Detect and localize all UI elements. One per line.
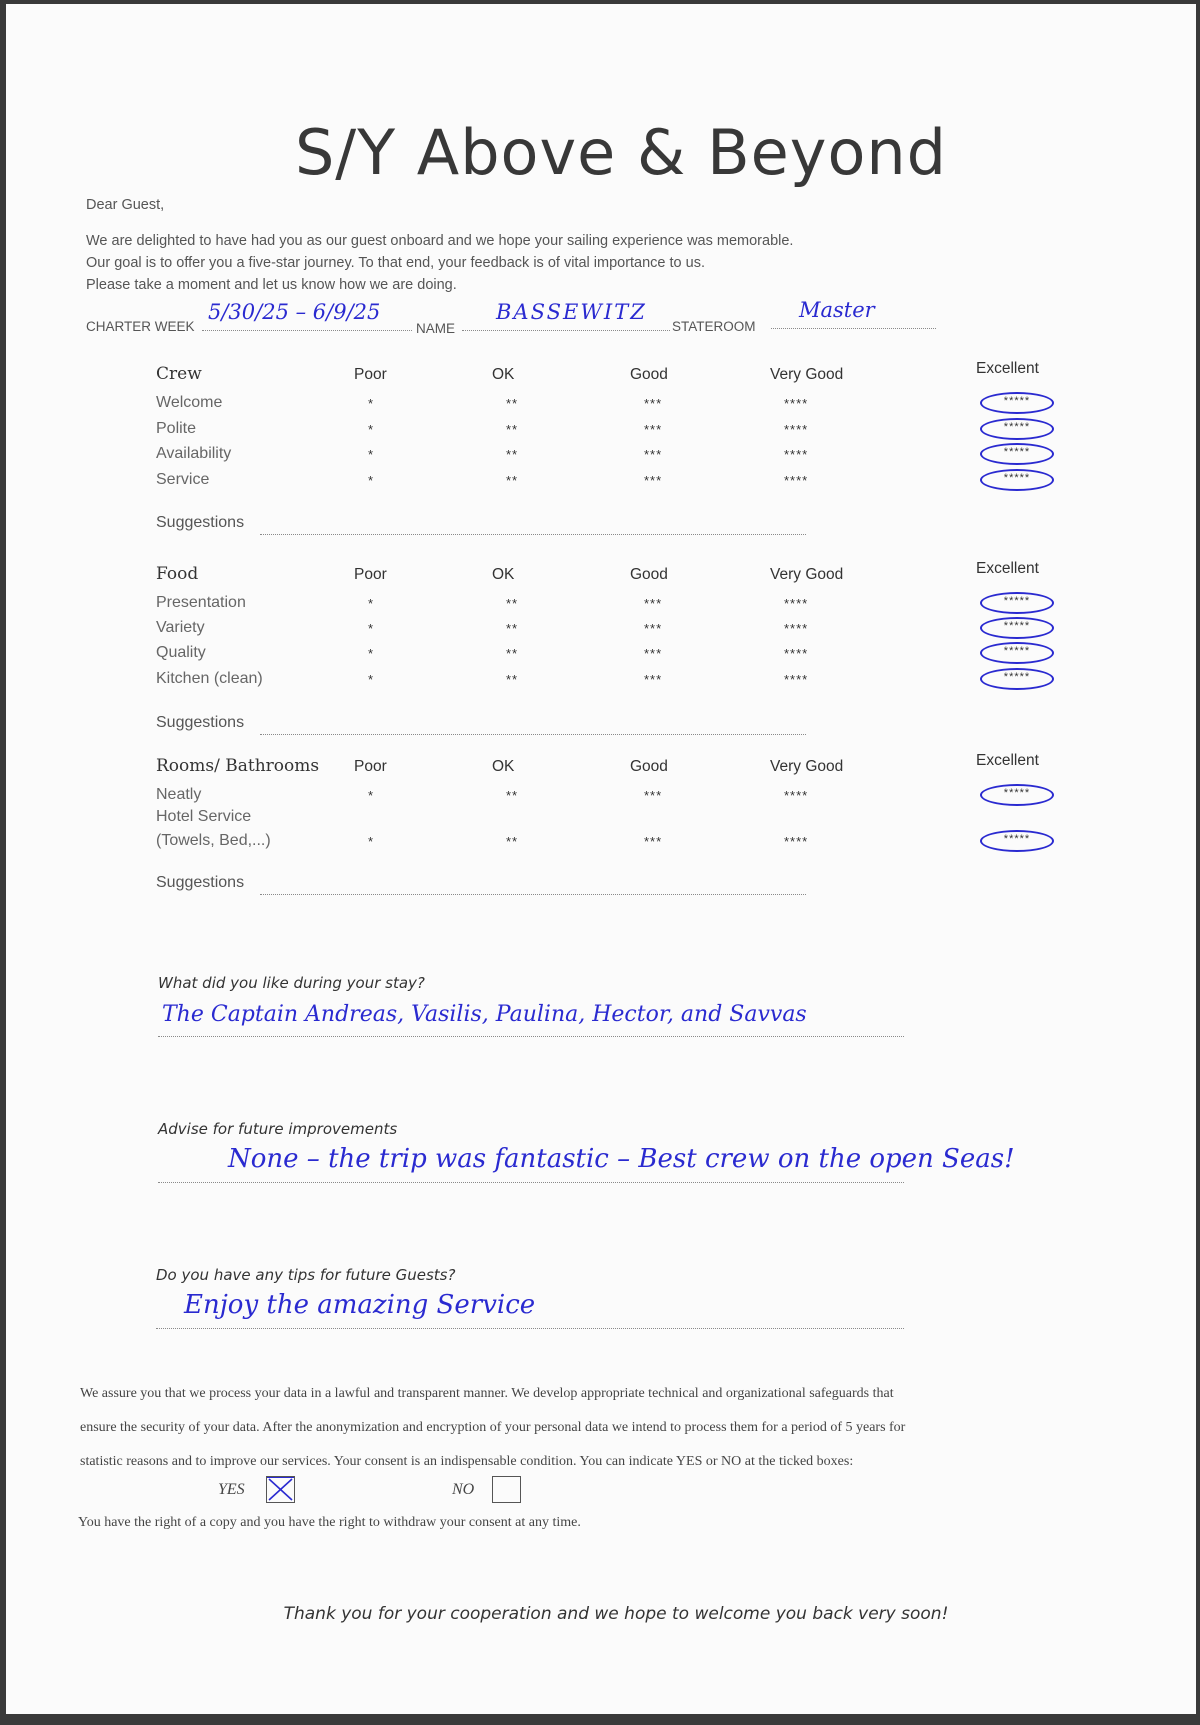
rating-very-good-option[interactable]: **** [784, 596, 809, 611]
no-label: NO [452, 1481, 475, 1498]
rooms-suggestions-label: Suggestions [156, 874, 245, 891]
rating-excellent-option[interactable]: ***** [980, 830, 1054, 852]
food-col-excellent: Excellent [976, 560, 1039, 577]
rating-excellent-option[interactable]: ***** [980, 592, 1054, 614]
question-improvements: Advise for future improvements [158, 1120, 398, 1138]
privacy-line-1: We assure you that we process your data in a lawful and transparent manner. We develop appropriate technical and organizational safeguards that [80, 1386, 894, 1401]
answer-liked-field[interactable] [158, 994, 904, 1037]
rating-very-good-option[interactable]: **** [784, 396, 809, 411]
yes-checkbox[interactable] [266, 1476, 295, 1503]
crew-row-label: Polite [156, 420, 197, 437]
crew-col-good: Good [630, 366, 668, 383]
rating-very-good-option[interactable]: **** [784, 422, 809, 437]
charter-week-label: CHARTER WEEK [86, 319, 195, 334]
question-tips: Do you have any tips for future Guests? [156, 1266, 456, 1284]
rating-good-option[interactable]: *** [644, 834, 663, 849]
answer-tips: Enjoy the amazing Service [184, 1290, 536, 1320]
feedback-form [6, 4, 1196, 1714]
privacy-line-2: ensure the security of your data. After the anonymization and encryption of your personal data we intend to process them for a period of 5 years for [80, 1420, 906, 1435]
rating-good-option[interactable]: *** [644, 596, 663, 611]
rooms-col-ok: OK [492, 758, 515, 775]
name-value: BASSEWITZ [496, 300, 647, 324]
rating-good-option[interactable]: *** [644, 621, 663, 636]
page-title: S/Y Above & Beyond [294, 116, 948, 189]
crew-col-excellent: Excellent [976, 360, 1039, 377]
rating-ok-option[interactable]: ** [506, 646, 519, 661]
rating-ok-option[interactable]: ** [506, 422, 519, 437]
rating-excellent-option[interactable]: ***** [980, 469, 1054, 491]
food-col-poor: Poor [354, 566, 387, 583]
rating-poor-option[interactable]: * [368, 596, 375, 611]
rating-good-option[interactable]: *** [644, 447, 663, 462]
rating-excellent-option[interactable]: ***** [980, 642, 1054, 664]
food-heading: Food [156, 564, 199, 584]
closing-message: Thank you for your cooperation and we hope to welcome you back very soon! [283, 1604, 949, 1624]
rating-excellent-option[interactable]: ***** [980, 784, 1054, 806]
rooms-row-label: Hotel Service [156, 808, 252, 825]
food-suggestions-field[interactable] [260, 718, 806, 735]
no-checkbox[interactable] [492, 1476, 521, 1503]
food-row-label: Kitchen (clean) [156, 670, 263, 687]
food-row-label: Variety [156, 619, 205, 636]
rating-ok-option[interactable]: ** [506, 788, 519, 803]
crew-suggestions-field[interactable] [260, 518, 806, 535]
rating-good-option[interactable]: *** [644, 672, 663, 687]
rating-ok-option[interactable]: ** [506, 473, 519, 488]
rating-excellent-option[interactable]: ***** [980, 668, 1054, 690]
rating-ok-option[interactable]: ** [506, 396, 519, 411]
rating-ok-option[interactable]: ** [506, 672, 519, 687]
crew-col-ok: OK [492, 366, 515, 383]
greeting: Dear Guest, [86, 197, 165, 213]
rating-poor-option[interactable]: * [368, 396, 375, 411]
rating-very-good-option[interactable]: **** [784, 621, 809, 636]
rating-excellent-option[interactable]: ***** [980, 617, 1054, 639]
crew-col-very-good: Very Good [770, 366, 844, 383]
privacy-line-3: statistic reasons and to improve our services. Your consent is an indispensable condition. You can indicate YES or NO at the ticked boxes: [80, 1454, 854, 1469]
rating-excellent-option[interactable]: ***** [980, 392, 1054, 414]
rooms-col-very-good: Very Good [770, 758, 844, 775]
rating-very-good-option[interactable]: **** [784, 646, 809, 661]
rating-poor-option[interactable]: * [368, 447, 375, 462]
rooms-row-label: Neatly [156, 786, 202, 803]
rating-very-good-option[interactable]: **** [784, 447, 809, 462]
stateroom-label: STATEROOM [672, 319, 756, 334]
stateroom-value: Master [799, 298, 875, 322]
rating-excellent-option[interactable]: ***** [980, 443, 1054, 465]
answer-improvements: None – the trip was fantastic – Best crew on the open Seas! [228, 1144, 1015, 1174]
check-x-icon [267, 1477, 294, 1502]
crew-row-label: Service [156, 471, 210, 488]
food-suggestions-label: Suggestions [156, 714, 245, 731]
rating-good-option[interactable]: *** [644, 788, 663, 803]
food-col-very-good: Very Good [770, 566, 844, 583]
rating-very-good-option[interactable]: **** [784, 834, 809, 849]
rooms-col-excellent: Excellent [976, 752, 1039, 769]
crew-suggestions-label: Suggestions [156, 514, 245, 531]
intro-line-2: Our goal is to offer you a five-star journey. To that end, your feedback is of vital importance to us. [86, 255, 705, 271]
food-row-label: Presentation [156, 594, 246, 611]
rooms-col-poor: Poor [354, 758, 387, 775]
yes-label: YES [218, 1481, 245, 1498]
rating-ok-option[interactable]: ** [506, 447, 519, 462]
intro-line-3: Please take a moment and let us know how we are doing. [86, 277, 457, 293]
food-row-label: Quality [156, 644, 206, 661]
answer-liked: The Captain Andreas, Vasilis, Paulina, Hector, and Savvas [162, 1002, 807, 1027]
rooms-row-label: (Towels, Bed,...) [156, 832, 271, 849]
crew-heading: Crew [156, 364, 202, 384]
crew-row-label: Welcome [156, 394, 223, 411]
rating-good-option[interactable]: *** [644, 473, 663, 488]
rating-ok-option[interactable]: ** [506, 596, 519, 611]
charter-week-field[interactable] [202, 300, 412, 331]
rights-notice: You have the right of a copy and you have the right to withdraw your consent at any time. [78, 1515, 581, 1530]
rating-good-option[interactable]: *** [644, 396, 663, 411]
question-liked: What did you like during your stay? [158, 974, 425, 992]
rating-poor-option[interactable]: * [368, 646, 375, 661]
rating-excellent-option[interactable]: ***** [980, 418, 1054, 440]
answer-tips-field[interactable] [156, 1286, 904, 1329]
rating-good-option[interactable]: *** [644, 422, 663, 437]
name-field[interactable] [462, 300, 670, 331]
rating-poor-option[interactable]: * [368, 422, 375, 437]
rating-poor-option[interactable]: * [368, 788, 375, 803]
rating-very-good-option[interactable]: **** [784, 473, 809, 488]
crew-col-poor: Poor [354, 366, 387, 383]
rating-ok-option[interactable]: ** [506, 621, 519, 636]
rooms-heading: Rooms/ Bathrooms [156, 756, 320, 776]
rating-good-option[interactable]: *** [644, 646, 663, 661]
rating-ok-option[interactable]: ** [506, 834, 519, 849]
rating-very-good-option[interactable]: **** [784, 672, 809, 687]
food-col-good: Good [630, 566, 668, 583]
rooms-col-good: Good [630, 758, 668, 775]
rating-poor-option[interactable]: * [368, 672, 375, 687]
rating-poor-option[interactable]: * [368, 621, 375, 636]
crew-row-label: Availability [156, 445, 232, 462]
privacy-notice [80, 1377, 1160, 1479]
rating-poor-option[interactable]: * [368, 834, 375, 849]
rating-very-good-option[interactable]: **** [784, 788, 809, 803]
charter-week-value: 5/30/25 – 6/9/25 [208, 300, 381, 324]
rooms-suggestions-field[interactable] [260, 878, 806, 895]
rating-poor-option[interactable]: * [368, 473, 375, 488]
intro-line-1: We are delighted to have had you as our guest onboard and we hope your sailing experience was memorable. [86, 233, 794, 249]
name-label: NAME [416, 321, 456, 336]
stateroom-field[interactable] [771, 300, 936, 329]
food-col-ok: OK [492, 566, 515, 583]
